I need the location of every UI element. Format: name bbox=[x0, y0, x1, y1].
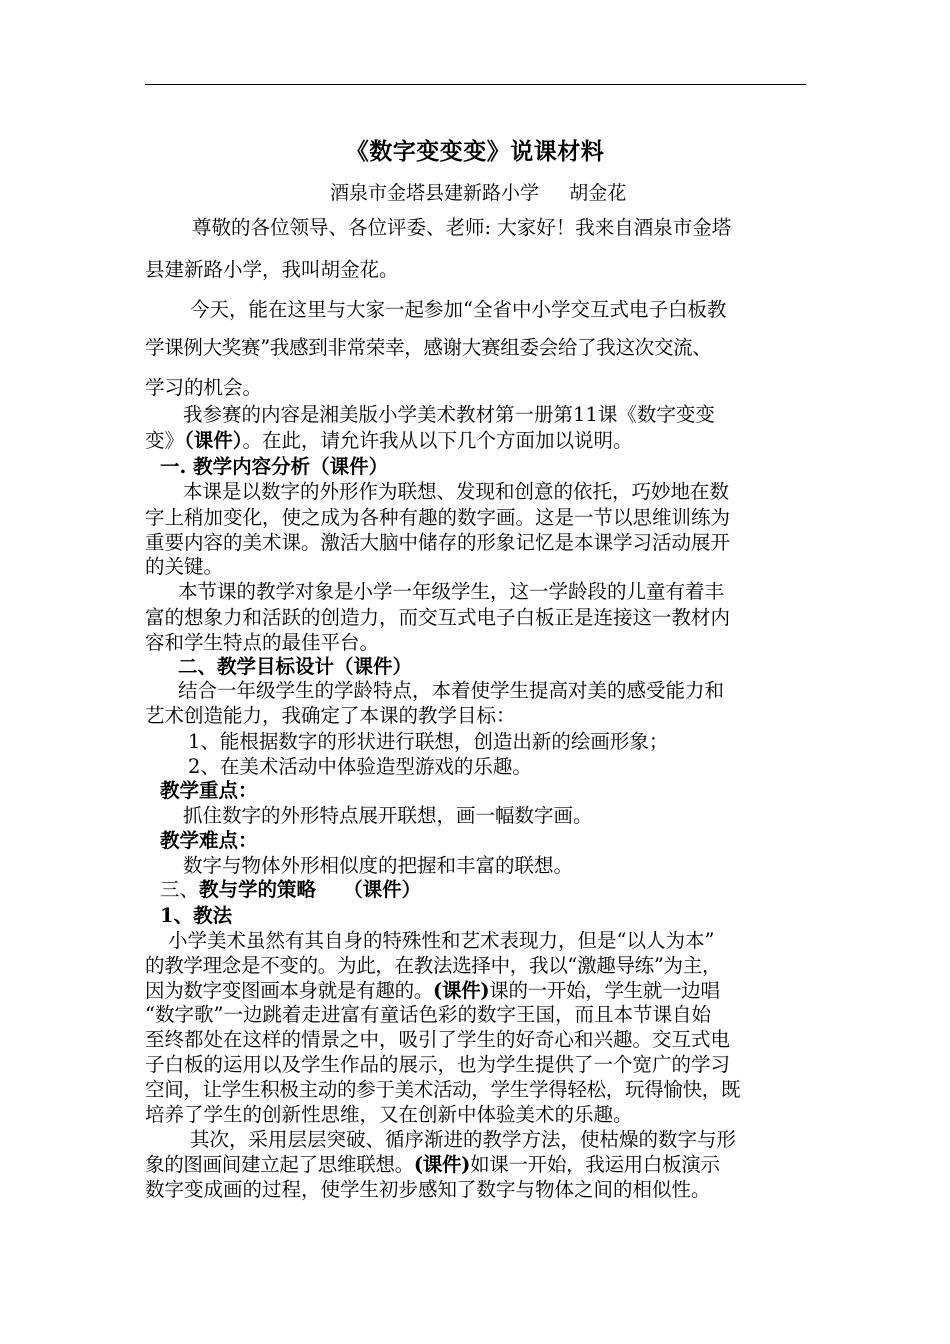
paragraph-line: 学习的机会。 bbox=[145, 376, 263, 399]
paragraph-line: 字上稍加变化，使之成为各种有趣的数字画。这是一节以思维训练为 bbox=[145, 506, 731, 529]
key-point-heading: 教学重点： bbox=[160, 779, 258, 802]
section-title: 教与学的策略 （课件） bbox=[199, 878, 422, 901]
paragraph-line: 我参赛的内容是湘美版小学美术教材第一册第11课《数字变变 bbox=[183, 403, 715, 426]
line-text: 因为数字变图画本身就是有趣的。 bbox=[145, 979, 434, 1002]
paragraph-line: 结合一年级学生的学龄特点，本着使学生提高对美的感受能力和 bbox=[178, 679, 725, 702]
paragraph-line: 小学美术虽然有其自身的特殊性和艺术表现力，但是“以人为本” bbox=[168, 929, 715, 952]
author-byline: 酒泉市金塔县建新路小学 胡金花 bbox=[330, 182, 627, 204]
paragraph-line: 的教学理念是不变的。为此，在教法选择中，我以“激趣导练”为主， bbox=[145, 954, 722, 977]
paragraph-line bbox=[145, 1155, 720, 1175]
objective-item-2: 2、在美术活动中体验造型游戏的乐趣。 bbox=[188, 755, 532, 778]
line-text: 变》 bbox=[145, 429, 185, 452]
paragraph-line: 其次，采用层层突破、循序渐进的教学方法，使枯燥的数字与形 bbox=[190, 1128, 737, 1151]
paragraph-line: 抓住数字的外形特点展开联想，画一幅数字画。 bbox=[183, 804, 593, 827]
paragraph-line: 容和学生特点的最佳平台。 bbox=[145, 631, 380, 654]
paragraph-line: 今天，能在这里与大家一起参加“全省中小学交互式电子白板教 bbox=[190, 298, 727, 321]
header-rule bbox=[145, 84, 806, 85]
courseware-marker: （课件） bbox=[184, 429, 243, 452]
section-heading-3 bbox=[160, 880, 421, 900]
paragraph-line: 县建新路小学，我叫胡金花。 bbox=[145, 258, 399, 281]
paragraph-line: 数字与物体外形相似度的把握和丰富的联想。 bbox=[183, 854, 574, 877]
paragraph-line: 艺术创造能力，我确定了本课的教学目标： bbox=[145, 704, 516, 727]
objective-item-1: 1、能根据数字的形状进行联想，创造出新的绘画形象； bbox=[188, 730, 669, 753]
paragraph-line: 数字变成画的过程，使学生初步感知了数字与物体之间的相似性。 bbox=[145, 1178, 711, 1201]
paragraph-line: 至终都处在这样的情景之中，吸引了学生的好奇心和兴趣。交互式电 bbox=[145, 1028, 731, 1051]
paragraph-line: 培养了学生的创新性思维，又在创新中体验美术的乐趣。 bbox=[145, 1103, 633, 1126]
line-text: 象的图画间建立起了思维联想。 bbox=[145, 1153, 414, 1176]
paragraph-line: 富的想象力和活跃的创造力，而交互式电子白板正是连接这一教材内 bbox=[145, 606, 731, 629]
difficulty-heading: 教学难点： bbox=[160, 829, 258, 852]
paragraph-line bbox=[145, 981, 720, 1001]
courseware-marker: (课件) bbox=[413, 1153, 471, 1176]
paragraph-line: 子白板的运用以及学生作品的展示，也为学生提供了一个宽广的学习 bbox=[145, 1053, 731, 1076]
paragraph-line: 学课例大奖赛”我感到非常荣幸，感谢大赛组委会给了我这次交流、 bbox=[145, 336, 712, 359]
line-text: 课的一开始，学生就一边唱 bbox=[489, 979, 720, 1002]
line-text: 如课一开始，我运用白板演示 bbox=[470, 1153, 720, 1176]
paragraph-line: 本节课的教学对象是小学一年级学生，这一学龄段的儿童有着丰 bbox=[178, 580, 725, 603]
section-heading-1: 一. 教学内容分析（课件） bbox=[160, 455, 389, 478]
paragraph-line: 本课是以数字的外形作为联想、发现和创意的依托，巧妙地在数 bbox=[183, 480, 730, 503]
paragraph-line bbox=[145, 431, 633, 451]
section-number: 三、 bbox=[160, 878, 200, 901]
subsection-heading: 1、教法 bbox=[160, 904, 233, 927]
line-text: 。在此，请允许我从以下几个方面加以说明。 bbox=[242, 429, 633, 452]
paragraph-line: 尊敬的各位领导、各位评委、老师: 大家好！我来自酒泉市金塔 bbox=[192, 216, 732, 239]
paragraph-line: 空间，让学生积极主动的参于美术活动，学生学得轻松，玩得愉快，既 bbox=[145, 1078, 741, 1101]
document-title: 《数字变变变》说课材料 bbox=[345, 138, 605, 165]
courseware-marker: (课件) bbox=[433, 979, 490, 1002]
paragraph-line: 的关键。 bbox=[145, 555, 224, 578]
paragraph-line: 重要内容的美术课。激活大脑中储存的形象记忆是本课学习活动展开 bbox=[145, 531, 731, 554]
section-heading-2: 二、教学目标设计（课件） bbox=[178, 655, 413, 678]
paragraph-line: “数字歌”一边跳着走进富有童话色彩的数字王国，而且本节课自始 bbox=[145, 1003, 711, 1026]
